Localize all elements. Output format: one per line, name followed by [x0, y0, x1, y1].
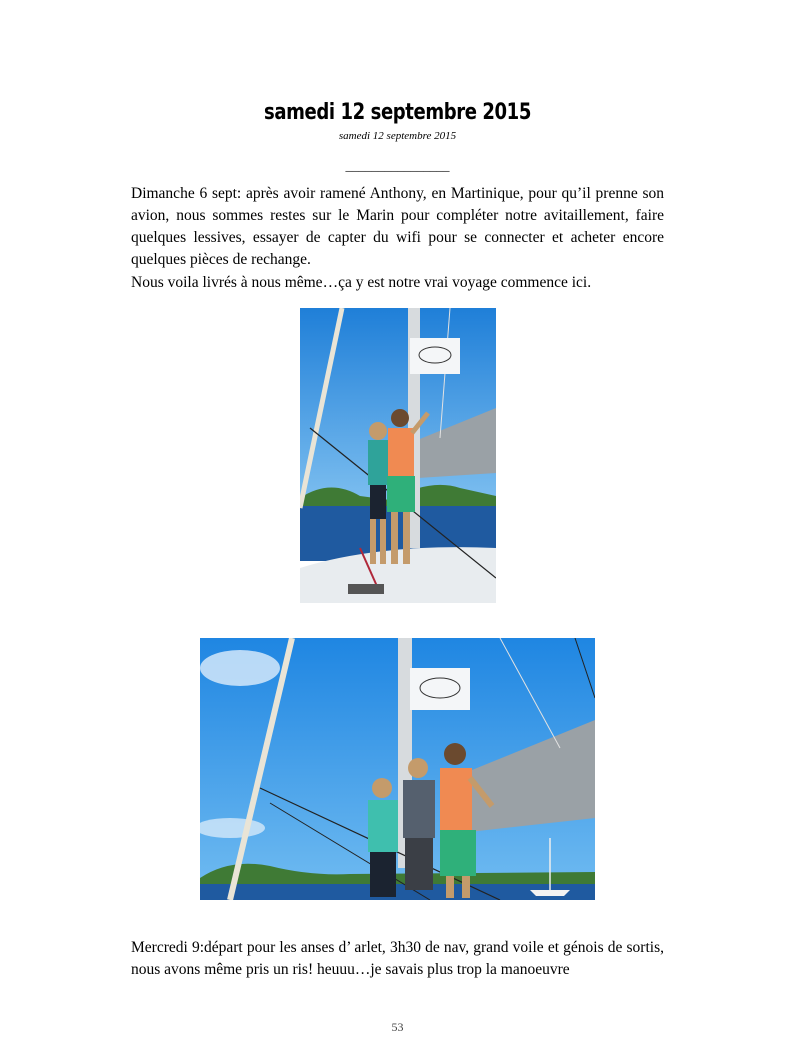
page-title: samedi 12 septembre 2015 — [264, 100, 531, 125]
paragraph-sunday: Dimanche 6 sept: après avoir ramené Anthony, en Martinique, pour qu’il prenne son avion, nous sommes restes sur le Marin pour compléter notre avitaillement, faire quelques lessives, essayer de capter du wifi pour se connecter et acheter encore quelques pièces de rechange. — [131, 185, 664, 268]
page-number: 53 — [391, 1020, 404, 1034]
paragraph-wednesday: Mercredi 9:départ pour les anses d’ arlet, 3h30 de nav, grand voile et génois de sortis, nous avons même pris un ris! heuuu…je savais plus trop la manoeuvre — [131, 939, 664, 978]
photo-mast-flag — [300, 308, 496, 603]
photo-mast-flag-image — [300, 308, 496, 603]
post-date: samedi 12 septembre 2015 — [338, 130, 457, 142]
separator-line: ________________ — [345, 158, 450, 173]
paragraph-journey-begins: Nous voila livrés à nous même…ça y est notre vrai voyage commence ici. — [131, 274, 592, 291]
photo-crew-at-mast — [200, 638, 595, 900]
photo-crew-at-mast-image — [200, 638, 595, 900]
